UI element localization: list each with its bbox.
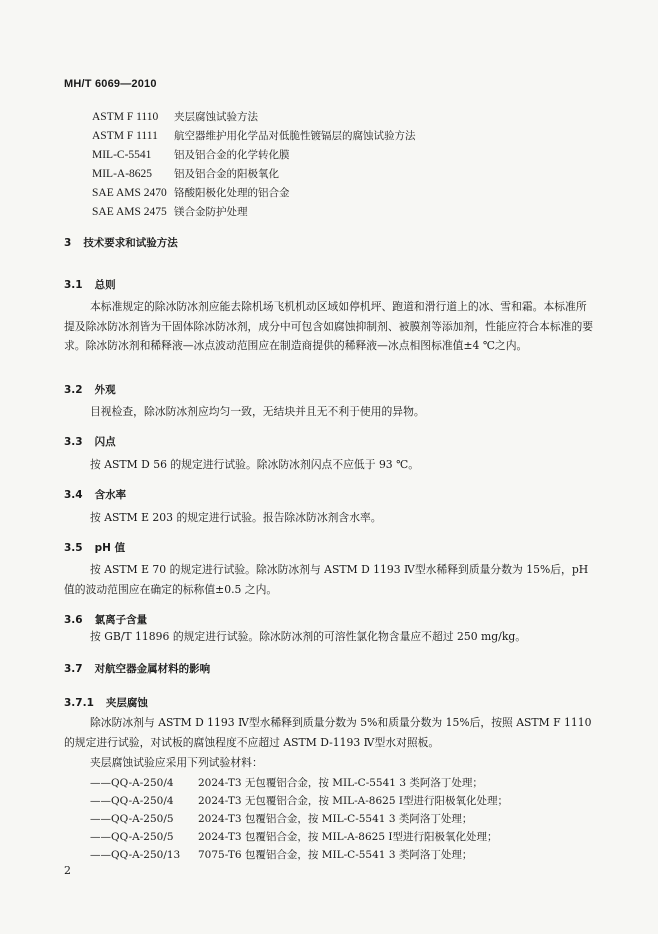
section-text-3-7-1: 除冰防冰剂与 ASTM D 1193 Ⅳ型水稀释到质量分数为 5%和质量分数为 15%后，按照 ASTM F 1110 的规定进行试验，对试板的腐蚀程度不应超过 ASTM D-1193 Ⅳ型水对照板。 (64, 716, 592, 749)
reference-code: ASTM F 1111 (92, 130, 158, 142)
section-heading-3-2 (64, 382, 116, 397)
section-text-3-1: 本标准规定的除冰防冰剂应能去除机场飞机机动区域如停机坪、跑道和滑行道上的冰、雪和霜。本标准所提及除冰防冰剂皆为干固体除冰防冰剂，成分中可包含如腐蚀抑制剂、被膜剂等添加剂，性能应符合本标准的要求。除冰防冰剂和稀释液—冰点波动范围应在制造商提供的稀释液—冰点相图标准值±4 ℃之内。 (64, 300, 594, 352)
material-item (90, 810, 472, 828)
reference-code: SAE AMS 2470 (92, 187, 167, 199)
section-number: 3.7.1 (64, 697, 94, 709)
section-number: 3.4 (64, 489, 83, 501)
section-title: 技术要求和试验方法 (83, 237, 178, 249)
materials-intro: 夹层腐蚀试验应采用下列试验材料： (90, 756, 263, 769)
reference-desc: 航空器维护用化学品对低脆性镀镉层的腐蚀试验方法 (174, 130, 416, 142)
material-desc: 7075-T6 包覆铝合金，按 MIL-C-5541 3 类阿洛丁处理； (198, 849, 473, 861)
reference-desc: 夹层腐蚀试验方法 (174, 111, 258, 123)
section-heading-3-1 (64, 277, 116, 292)
section-title: 闪点 (94, 436, 116, 448)
reference-code: SAE AMS 2475 (92, 206, 167, 218)
section-heading-3-5 (64, 540, 125, 555)
material-spec: ——QQ-A-250/4 (90, 795, 174, 807)
material-desc: 2024-T3 无包覆铝合金，按 MIL-A-8625 Ⅰ型进行阳极氧化处理； (198, 795, 509, 807)
page-number: 2 (64, 864, 71, 877)
reference-code: ASTM F 1110 (92, 111, 159, 123)
section-title: 氯离子含量 (94, 614, 148, 626)
section-title: 含水率 (94, 489, 127, 501)
section-title: 外观 (94, 384, 116, 396)
reference-item (92, 107, 416, 126)
section-number: 3.3 (64, 436, 83, 448)
reference-item (92, 126, 416, 145)
section-heading-3 (64, 235, 178, 250)
material-item (90, 792, 508, 810)
reference-desc: 铝及铝合金的化学转化膜 (174, 149, 290, 161)
material-spec: ——QQ-A-250/13 (90, 849, 181, 861)
section-heading-3-6 (64, 612, 147, 627)
section-heading-3-4 (64, 487, 126, 502)
section-heading-3-7 (64, 661, 210, 676)
reference-desc: 镁合金防护处理 (174, 206, 248, 218)
reference-code: MIL-A-8625 (92, 168, 153, 180)
section-text-3-6: 按 GB/T 11896 的规定进行试验。除冰防冰剂的可溶性氯化物含量应不超过 250 mg/kg。 (90, 630, 527, 643)
material-item (90, 828, 498, 846)
material-desc: 2024-T3 包覆铝合金，按 MIL-C-5541 3 类阿洛丁处理； (198, 813, 473, 825)
document-code: MH/T 6069—2010 (64, 78, 157, 90)
material-desc: 2024-T3 包覆铝合金，按 MIL-A-8625 Ⅰ型进行阳极氧化处理； (198, 831, 498, 843)
section-number: 3.5 (64, 542, 83, 554)
reference-desc: 铝及铝合金的阳极氧化 (174, 168, 279, 180)
reference-item (92, 183, 416, 202)
normative-references-list (92, 107, 416, 221)
material-item (90, 774, 483, 792)
section-text-3-2: 目视检查，除冰防冰剂应均匀一致，无结块并且无不利于使用的异物。 (90, 405, 425, 418)
section-title: pH 值 (94, 542, 126, 554)
section-title: 夹层腐蚀 (105, 697, 148, 709)
section-heading-3-7-1 (64, 695, 148, 710)
reference-item (92, 164, 416, 183)
material-spec: ——QQ-A-250/5 (90, 831, 174, 843)
section-number: 3 (64, 237, 72, 249)
section-text-3-5: 按 ASTM E 70 的规定进行试验。除冰防冰剂与 ASTM D 1193 Ⅳ型水稀释到质量分数为 15%后，pH 值的波动范围应在确定的标称值±0.5 之内。 (64, 563, 589, 596)
reference-item (92, 202, 416, 221)
reference-code: MIL-C-5541 (92, 149, 152, 161)
section-text-3-4: 按 ASTM E 203 的规定进行试验。报告除冰防冰剂含水率。 (90, 511, 382, 524)
material-item (90, 846, 472, 864)
material-spec: ——QQ-A-250/5 (90, 813, 174, 825)
section-number: 3.7 (64, 663, 83, 675)
section-heading-3-3 (64, 434, 116, 449)
section-title: 对航空器金属材料的影响 (94, 663, 211, 675)
material-desc: 2024-T3 无包覆铝合金，按 MIL-C-5541 3 类阿洛丁处理； (198, 777, 483, 789)
material-spec: ——QQ-A-250/4 (90, 777, 174, 789)
section-number: 3.6 (64, 614, 83, 626)
reference-item (92, 145, 416, 164)
section-number: 3.1 (64, 279, 83, 291)
section-number: 3.2 (64, 384, 83, 396)
reference-desc: 铬酸阳极化处理的铝合金 (174, 187, 290, 199)
section-text-3-3: 按 ASTM D 56 的规定进行试验。除冰防冰剂闪点不应低于 93 ℃。 (90, 458, 419, 471)
section-title: 总则 (94, 279, 116, 291)
